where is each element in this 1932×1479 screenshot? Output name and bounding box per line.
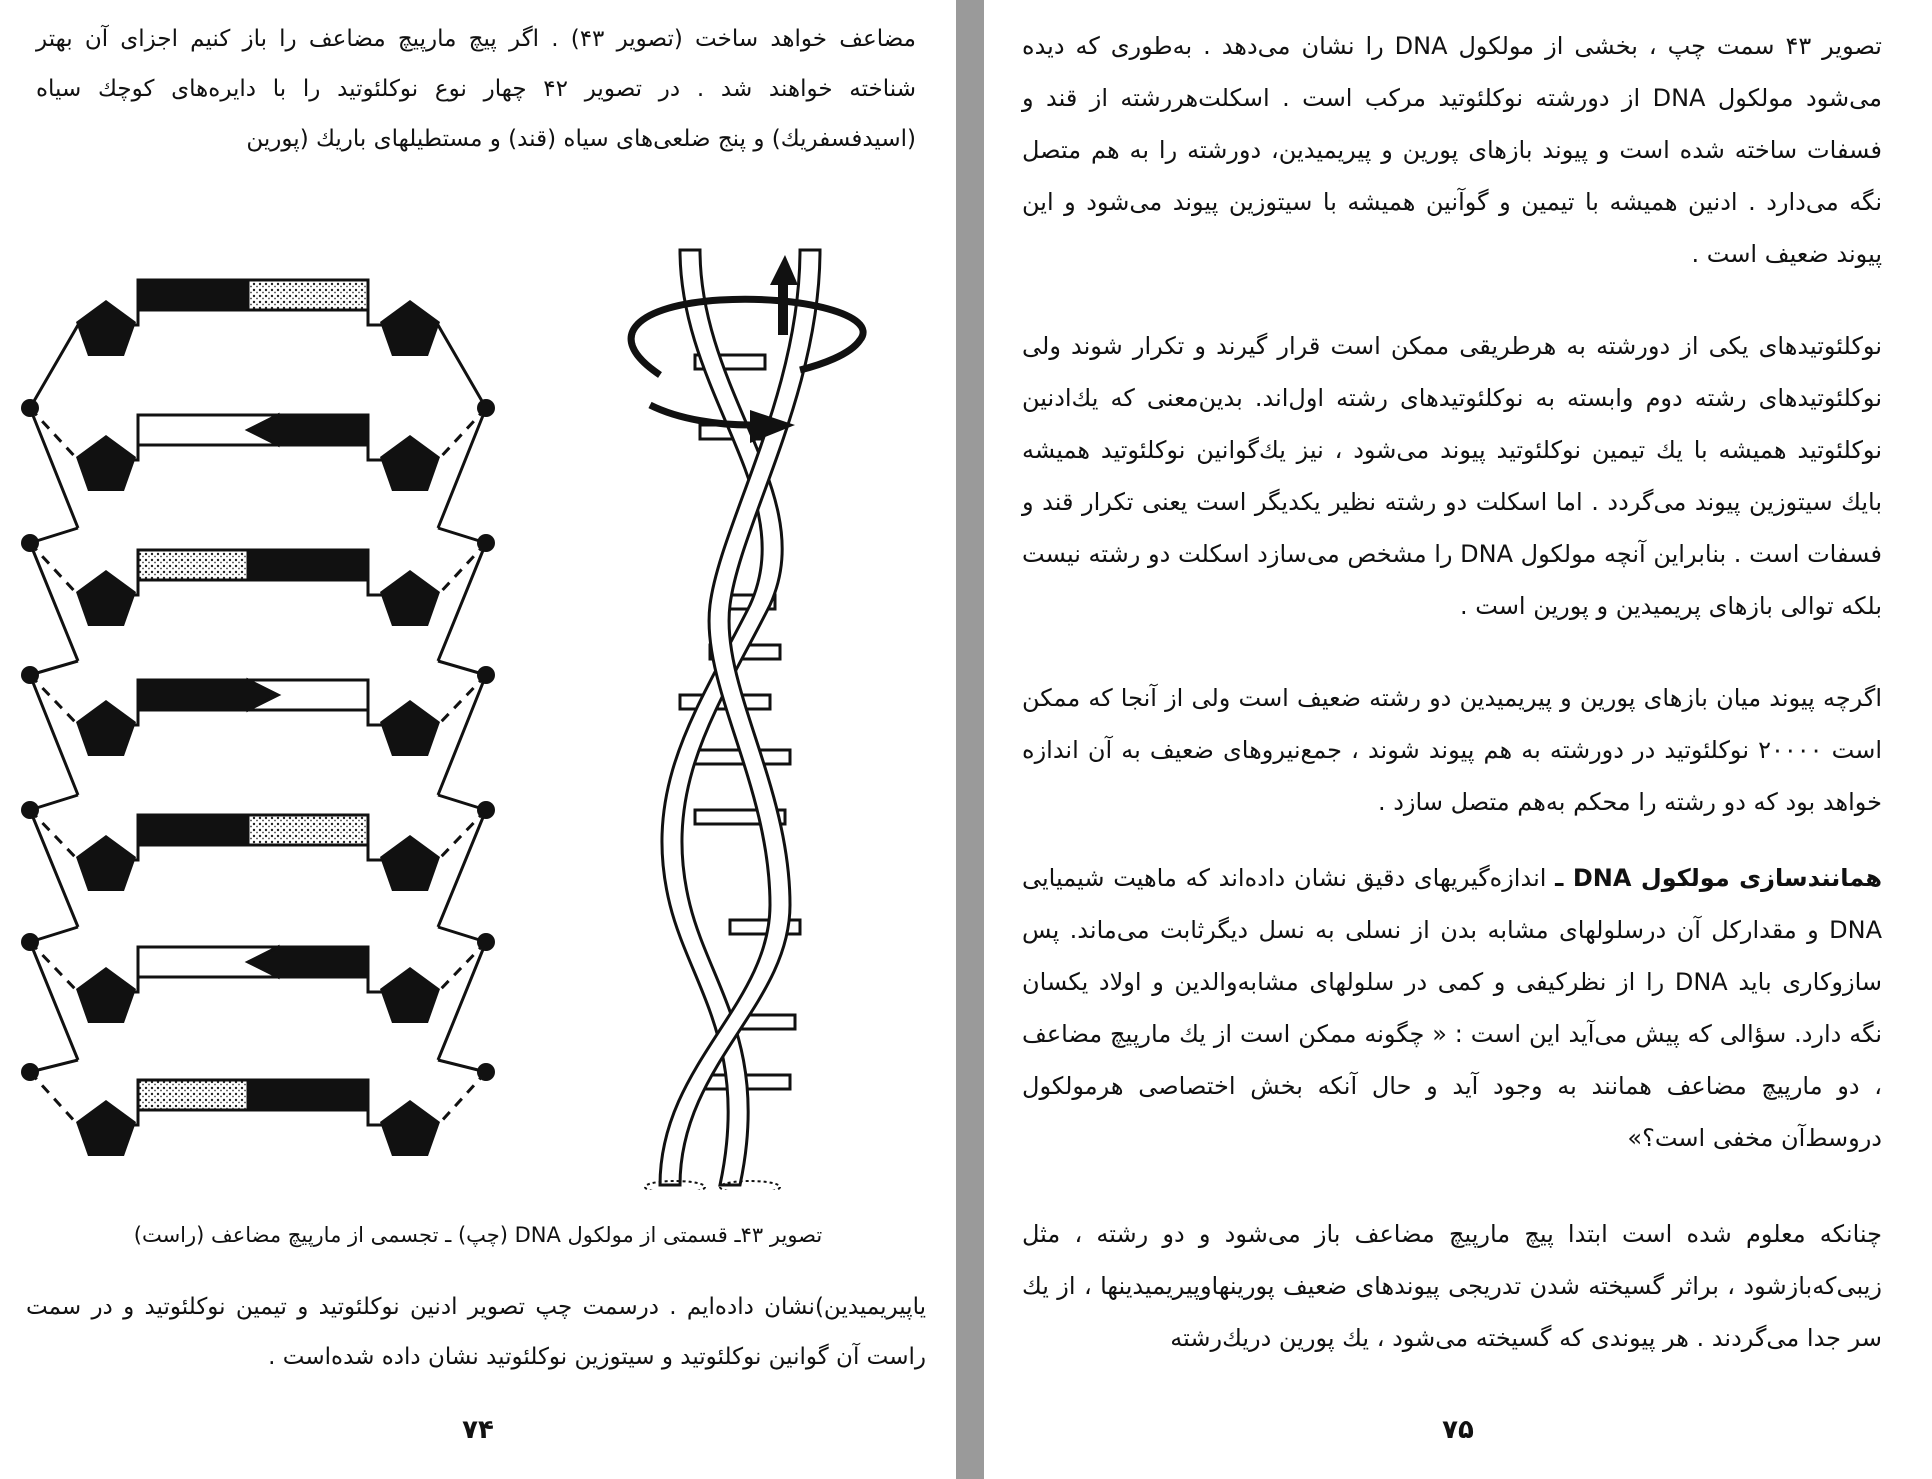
double-helix-illustration bbox=[620, 245, 950, 1190]
page-number-left: ۷۴ bbox=[462, 1415, 494, 1445]
right-paragraph-3: اگرچه پیوند میان بازهای پورین و پیریمیدین دو رشته ضعیف است ولی از آنجا که ممکن است ۲۰۰۰۰ نوکلئوتید در دورشته به هم پیوند شوند ، جمع‌نیروهای ضعیف به آن اندازه خواهد بود که دو رشته را محکم به‌هم متصل سازد . bbox=[1022, 684, 1882, 816]
right-paragraph-4 bbox=[1022, 852, 1882, 1164]
section-heading-dna-replication: همانندسازی مولکول DNA ـ bbox=[1555, 864, 1882, 892]
right-paragraph-2: نوکلئوتیدهای یکی از دورشته به هرطریقی ممکن است قرار گیرند و تکرار شوند ولی نوکلئوتیدهای رشته دوم وابسته به نوکلئوتیدهای رشته اول‌اند. بدین‌معنی که یك‌ادنین نوکلئوتید همیشه با یك تیمین نوکلئوتید پیوند می‌شود ، نیز یك‌گوانین نوکلئوتید همیشه بایك سیتوزین پیوند می‌گردد . اما اسکلت دو رشته نظیر یکدیگر است یعنی‌ تکرار قند و فسفات است . بنابراین آنچه مولکول DNA را مشخص می‌سازد اسکلت دو رشته نیست بلکه توالی بازهای پریمیدین و پورین است . bbox=[1022, 332, 1883, 620]
dna-nucleotide-ladder-diagram bbox=[18, 270, 498, 1180]
right-paragraph-4-body: اندازه‌گیریهای دقیق نشان داده‌اند که ماهیت شیمیایی DNA و مقدارکل آن درسلولهای مشابه بدن از نسلی به نسل دیگرثابت می‌ماند. پس سازوکاری باید DNA را از نظرکیفی و کمی در سلولهای مشابه‌والدین و اولاد یکسان نگه دارد. سؤالی که پیش می‌آید این است : « چگونه ممکن است از یك مارپیچ مضاعف ، دو مارپیچ مضاعف همانند به وجود آید و حال آنکه بخش اختصاصی هرمولکول دروسط‌آن مخفی است؟» bbox=[1022, 864, 1882, 1152]
left-page bbox=[0, 0, 956, 1479]
figure-caption: تصویر ۴۳ـ قسمتی از مولکول DNA (چپ) ـ تجسمی از مارپیچ مضاعف (راست) bbox=[133, 1223, 823, 1247]
right-paragraph-1: تصویر ۴۳ سمت چپ ، بخشی از مولکول DNA را نشان می‌دهد . به‌طوری که دیده می‌شود مولکول DNA از دورشته نوکلئوتید مرکب است . اسکلت‌هررشته از قند و فسفات ساخته شده است و پیوند بازهای پورین و پیریمیدین، دورشته را به هم متصل نگه می‌دارد . ادنین همیشه با تیمین و گوآنین همیشه با سیتوزین پیوند می‌شود و این پیوند ضعیف است . bbox=[1022, 32, 1882, 268]
left-top-paragraph: مضاعف خواهد ساخت (تصویر ۴۳) . اگر پیچ مارپیچ مضاعف را باز کنیم اجزای آن بهتر شناخته خواهند شد . در تصویر ۴۲ چهار نوع نوکلئوتید را با دایره‌های کوچك سیاه (اسیدفسفریك) و پنج ضلعی‌های سیاه (قند) و مستطیلهای باریك (پورین bbox=[36, 26, 917, 152]
left-bottom-paragraph: یاپیریمیدین)نشان داده‌ایم . درسمت چپ تصویر ادنین نوکلئوتید و تیمین نوکلئوتید و در سمت راست آن گوانین نوکلئوتید و سیتوزین نوکلئوتید نشان داده شده‌است . bbox=[26, 1294, 926, 1370]
right-page bbox=[984, 0, 1932, 1479]
page-number-right: ۷۵ bbox=[1442, 1415, 1474, 1445]
right-paragraph-5: چنانکه معلوم شده است ابتدا پیچ مارپیچ مضاعف باز می‌شود و دو رشته ، مثل زیبی‌که‌بازشود ، براثر گسیخته شدن تدریجی پیوندهای ضعیف پورینهاوپیریمیدینها ، از یك سر جدا می‌گردند . هر پیوندی که گسیخته می‌شود ، یك پورین دریك‌رشته bbox=[1022, 1220, 1882, 1352]
